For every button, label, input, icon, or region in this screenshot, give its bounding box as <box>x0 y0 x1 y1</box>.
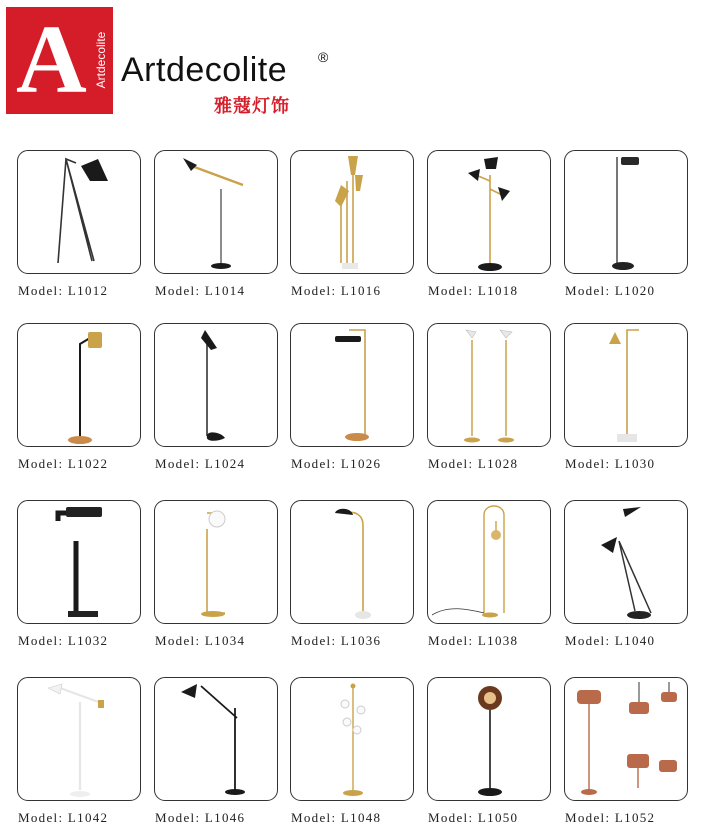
lamp-image-l1032 <box>18 501 140 623</box>
model-label-l1034: Model: L1034 <box>155 633 246 648</box>
model-label-l1046: Model: L1046 <box>155 810 246 825</box>
lamp-image-l1014 <box>155 151 277 273</box>
lamp-image-l1050 <box>428 678 550 800</box>
model-label-l1036: Model: L1036 <box>291 633 382 648</box>
brand-chinese-name: 雅蔻灯饰 <box>214 96 290 117</box>
model-label-l1032: Model: L1032 <box>18 633 109 648</box>
product-card-l1012[interactable] <box>17 150 141 274</box>
model-label-l1022: Model: L1022 <box>18 456 109 471</box>
lamp-image-l1018 <box>428 151 550 273</box>
lamp-image-l1048 <box>291 678 413 800</box>
lamp-image-l1030 <box>565 324 687 446</box>
product-card-l1052[interactable] <box>564 677 688 801</box>
product-card-l1034[interactable] <box>154 500 278 624</box>
product-card-l1050[interactable] <box>427 677 551 801</box>
lamp-image-l1038 <box>428 501 550 623</box>
lamp-image-l1026 <box>291 324 413 446</box>
product-card-l1020[interactable] <box>564 150 688 274</box>
lamp-image-l1034 <box>155 501 277 623</box>
model-label-l1052: Model: L1052 <box>565 810 656 825</box>
model-label-l1048: Model: L1048 <box>291 810 382 825</box>
brand-logo <box>6 7 113 114</box>
model-label-l1028: Model: L1028 <box>428 456 519 471</box>
model-label-l1050: Model: L1050 <box>428 810 519 825</box>
product-card-l1016[interactable] <box>290 150 414 274</box>
product-card-l1040[interactable] <box>564 500 688 624</box>
lamp-image-l1036 <box>291 501 413 623</box>
logo-vertical-text: Artdecolite <box>94 31 108 89</box>
model-label-l1012: Model: L1012 <box>18 283 109 298</box>
product-card-l1018[interactable] <box>427 150 551 274</box>
model-label-l1014: Model: L1014 <box>155 283 246 298</box>
model-label-l1042: Model: L1042 <box>18 810 109 825</box>
lamp-image-l1020 <box>565 151 687 273</box>
registered-mark: ® <box>318 49 329 65</box>
product-card-l1030[interactable] <box>564 323 688 447</box>
lamp-image-l1024 <box>155 324 277 446</box>
product-card-l1026[interactable] <box>290 323 414 447</box>
product-card-l1048[interactable] <box>290 677 414 801</box>
product-card-l1046[interactable] <box>154 677 278 801</box>
product-card-l1024[interactable] <box>154 323 278 447</box>
product-card-l1014[interactable] <box>154 150 278 274</box>
lamp-image-l1042 <box>18 678 140 800</box>
product-card-l1022[interactable] <box>17 323 141 447</box>
model-label-l1026: Model: L1026 <box>291 456 382 471</box>
product-card-l1036[interactable] <box>290 500 414 624</box>
logo-letter: A <box>16 6 87 114</box>
lamp-image-l1046 <box>155 678 277 800</box>
lamp-image-l1022 <box>18 324 140 446</box>
model-label-l1030: Model: L1030 <box>565 456 656 471</box>
model-label-l1040: Model: L1040 <box>565 633 656 648</box>
product-card-l1032[interactable] <box>17 500 141 624</box>
lamp-image-l1040 <box>565 501 687 623</box>
product-card-l1038[interactable] <box>427 500 551 624</box>
model-label-l1020: Model: L1020 <box>565 283 656 298</box>
model-label-l1024: Model: L1024 <box>155 456 246 471</box>
lamp-image-l1052 <box>565 678 687 800</box>
lamp-image-l1028 <box>428 324 550 446</box>
product-card-l1028[interactable] <box>427 323 551 447</box>
model-label-l1018: Model: L1018 <box>428 283 519 298</box>
model-label-l1016: Model: L1016 <box>291 283 382 298</box>
model-label-l1038: Model: L1038 <box>428 633 519 648</box>
lamp-image-l1016 <box>291 151 413 273</box>
brand-name: Artdecolite <box>121 51 288 89</box>
product-card-l1042[interactable] <box>17 677 141 801</box>
lamp-image-l1012 <box>18 151 140 273</box>
